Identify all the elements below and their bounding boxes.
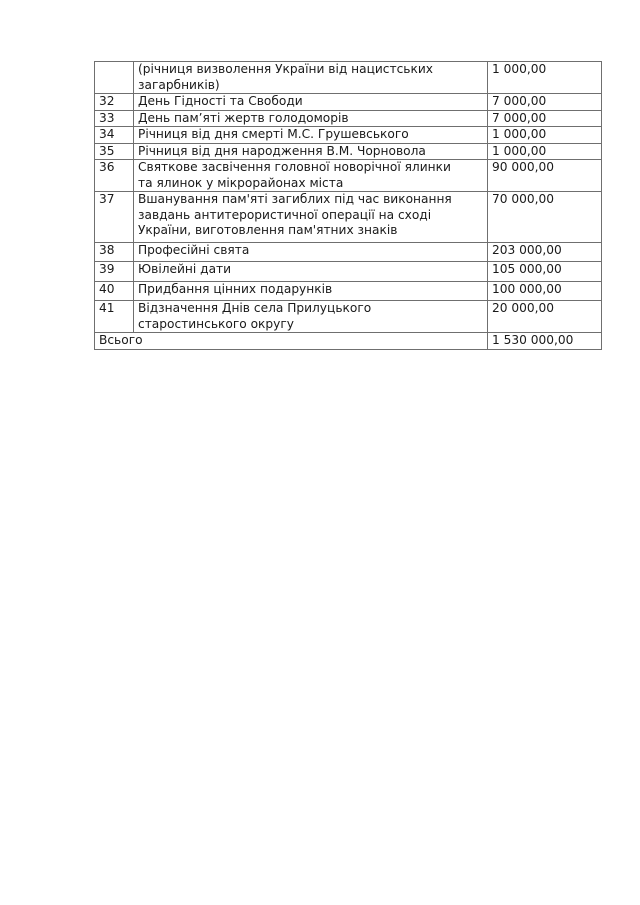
table-row bbox=[95, 242, 602, 262]
row-amount: 1 000,00 bbox=[488, 143, 602, 160]
row-number: 36 bbox=[95, 160, 134, 192]
description-line: Річниця від дня смерті М.С. Грушевського bbox=[138, 127, 409, 141]
row-number: 39 bbox=[95, 262, 134, 282]
row-number: 41 bbox=[95, 301, 134, 333]
total-row bbox=[95, 333, 602, 350]
row-number bbox=[95, 62, 134, 94]
table-row bbox=[95, 110, 602, 127]
budget-table-body bbox=[95, 62, 602, 350]
row-description bbox=[134, 192, 488, 243]
row-description bbox=[134, 143, 488, 160]
row-description bbox=[134, 110, 488, 127]
row-description bbox=[134, 94, 488, 111]
row-amount: 1 000,00 bbox=[488, 127, 602, 144]
budget-table bbox=[94, 61, 602, 350]
table-row bbox=[95, 127, 602, 144]
row-amount: 70 000,00 bbox=[488, 192, 602, 243]
table-row bbox=[95, 160, 602, 192]
table-row bbox=[95, 281, 602, 301]
table-row bbox=[95, 262, 602, 282]
table-row bbox=[95, 62, 602, 94]
row-amount: 20 000,00 bbox=[488, 301, 602, 333]
table-row bbox=[95, 143, 602, 160]
row-amount: 105 000,00 bbox=[488, 262, 602, 282]
row-amount: 100 000,00 bbox=[488, 281, 602, 301]
row-number: 34 bbox=[95, 127, 134, 144]
row-amount: 7 000,00 bbox=[488, 110, 602, 127]
description-line: Річниця від дня народження В.М. Чорновола bbox=[138, 143, 426, 158]
row-number: 33 bbox=[95, 110, 134, 127]
description-line: Вшанування пам'яті загиблих під час виконання bbox=[138, 192, 452, 206]
row-description bbox=[134, 262, 488, 282]
total-label: Всього bbox=[95, 333, 488, 350]
description-line: старостинського округу bbox=[138, 316, 294, 331]
table-row bbox=[95, 301, 602, 333]
description-line: День Гідності та Свободи bbox=[138, 94, 303, 108]
description-line: Ювілейні дати bbox=[138, 262, 232, 276]
row-description bbox=[134, 281, 488, 301]
row-number: 35 bbox=[95, 143, 134, 160]
row-number: 40 bbox=[95, 281, 134, 301]
row-description bbox=[134, 62, 488, 94]
description-line: України, виготовлення пам'ятних знаків bbox=[138, 223, 398, 237]
description-line: та ялинок у мікрорайонах міста bbox=[138, 175, 344, 190]
row-amount: 1 000,00 bbox=[488, 62, 602, 94]
row-number: 37 bbox=[95, 192, 134, 243]
row-amount: 7 000,00 bbox=[488, 94, 602, 111]
row-amount: 203 000,00 bbox=[488, 242, 602, 262]
row-amount: 90 000,00 bbox=[488, 160, 602, 192]
description-line: (річниця визволення України від нацистських bbox=[138, 62, 433, 76]
description-line: День пам’яті жертв голодоморів bbox=[138, 110, 349, 125]
row-number: 38 bbox=[95, 242, 134, 262]
description-line: завдань антитерористичної операції на сході bbox=[138, 207, 432, 222]
row-description bbox=[134, 160, 488, 192]
total-amount: 1 530 000,00 bbox=[488, 333, 602, 350]
description-line: Професійні свята bbox=[138, 242, 250, 257]
row-description bbox=[134, 242, 488, 262]
row-description bbox=[134, 301, 488, 333]
row-description bbox=[134, 127, 488, 144]
description-line: загарбників) bbox=[138, 77, 220, 92]
description-line: Святкове засвічення головної новорічної ялинки bbox=[138, 160, 451, 174]
table-row bbox=[95, 192, 602, 243]
table-row bbox=[95, 94, 602, 111]
description-line: Придбання цінних подарунків bbox=[138, 281, 333, 296]
description-line: Відзначення Днів села Прилуцького bbox=[138, 301, 372, 315]
row-number: 32 bbox=[95, 94, 134, 111]
